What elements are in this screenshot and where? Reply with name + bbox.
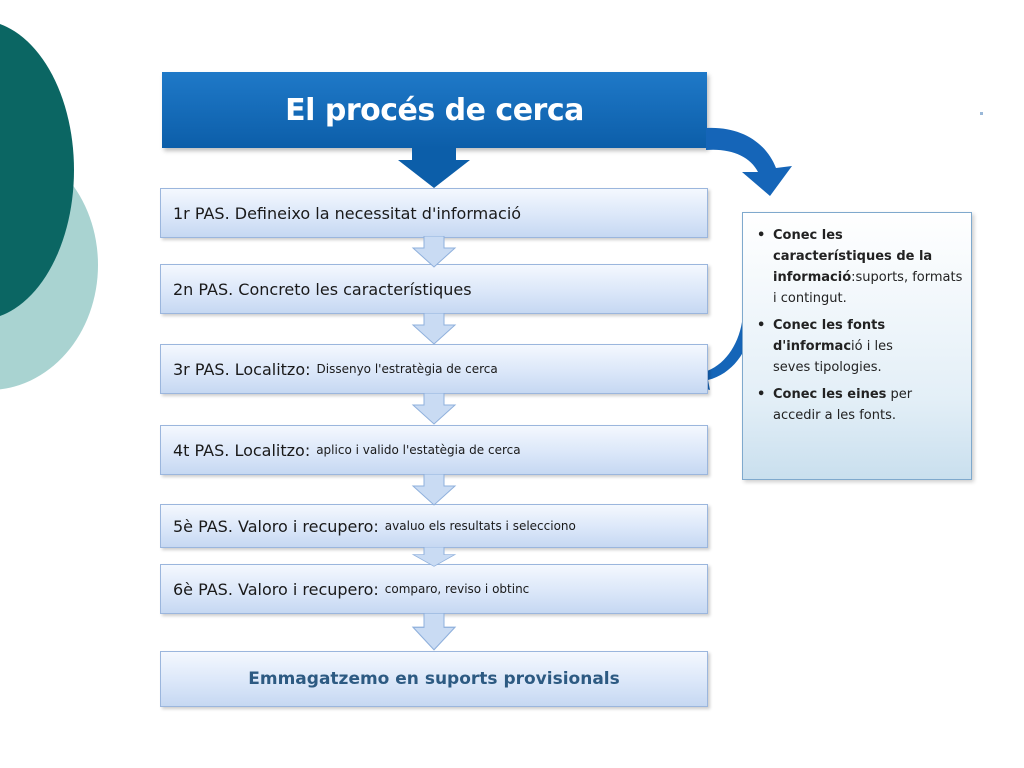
connector-arrow-6 bbox=[411, 613, 457, 651]
step-4-detail: aplico i valido l'estatègia de cerca bbox=[316, 443, 521, 457]
info-item-2-bold: Conec les fonts d'informac bbox=[773, 318, 886, 354]
step-3-title: 3r PAS. Localitzo: bbox=[173, 359, 311, 379]
info-list bbox=[755, 225, 963, 426]
final-step-text: Emmagatzemo en suports provisionals bbox=[248, 669, 620, 689]
connector-arrow-1 bbox=[411, 236, 457, 268]
step-5-detail: avaluo els resultats i selecciono bbox=[384, 519, 576, 533]
info-item-3-text: per accedir a les fonts. bbox=[773, 387, 913, 423]
step-1-box bbox=[160, 188, 708, 238]
info-item-1-bold-b: característiques de la informació bbox=[773, 249, 933, 285]
info-item-3-bold: Conec les eines bbox=[773, 387, 887, 402]
step-6-title: 6è PAS. Valoro i recupero: bbox=[173, 579, 379, 599]
connector-arrow-2 bbox=[411, 313, 457, 345]
step-6-box bbox=[160, 564, 708, 614]
step-5-box bbox=[160, 504, 708, 548]
step-2-title: 2n PAS. Concreto les característiques bbox=[173, 279, 472, 299]
info-item-characteristics bbox=[755, 225, 963, 309]
connector-arrow-5 bbox=[411, 547, 457, 567]
info-item-2-text-a: ió i les bbox=[851, 339, 893, 354]
step-5-title: 5è PAS. Valoro i recupero: bbox=[173, 516, 379, 536]
info-box bbox=[742, 212, 972, 480]
info-item-1-text: :suports, formats i contingut. bbox=[773, 270, 963, 306]
info-item-sources bbox=[755, 315, 963, 378]
connector-arrow-4 bbox=[411, 474, 457, 506]
info-item-tools bbox=[755, 384, 963, 426]
step-4-box bbox=[160, 425, 708, 475]
final-step-box bbox=[160, 651, 708, 707]
title-down-arrow bbox=[398, 148, 470, 188]
step-6-detail: comparo, reviso i obtinc bbox=[384, 582, 530, 596]
connector-arrow-3 bbox=[411, 393, 457, 425]
diagram-title: El procés de cerca bbox=[285, 92, 584, 128]
step-1-title: 1r PAS. Defineixo la necessitat d'informació bbox=[173, 203, 522, 223]
step-2-box bbox=[160, 264, 708, 314]
info-item-1-bold-a: Conec les bbox=[773, 228, 843, 243]
step-4-title: 4t PAS. Localitzo: bbox=[173, 440, 311, 460]
title-curved-arrow bbox=[706, 128, 792, 196]
step-3-box bbox=[160, 344, 708, 394]
step-3-detail: Dissenyo l'estratègia de cerca bbox=[316, 362, 498, 376]
info-item-2-text-b: seves tipologies. bbox=[773, 360, 882, 375]
decorative-dot bbox=[980, 112, 983, 115]
